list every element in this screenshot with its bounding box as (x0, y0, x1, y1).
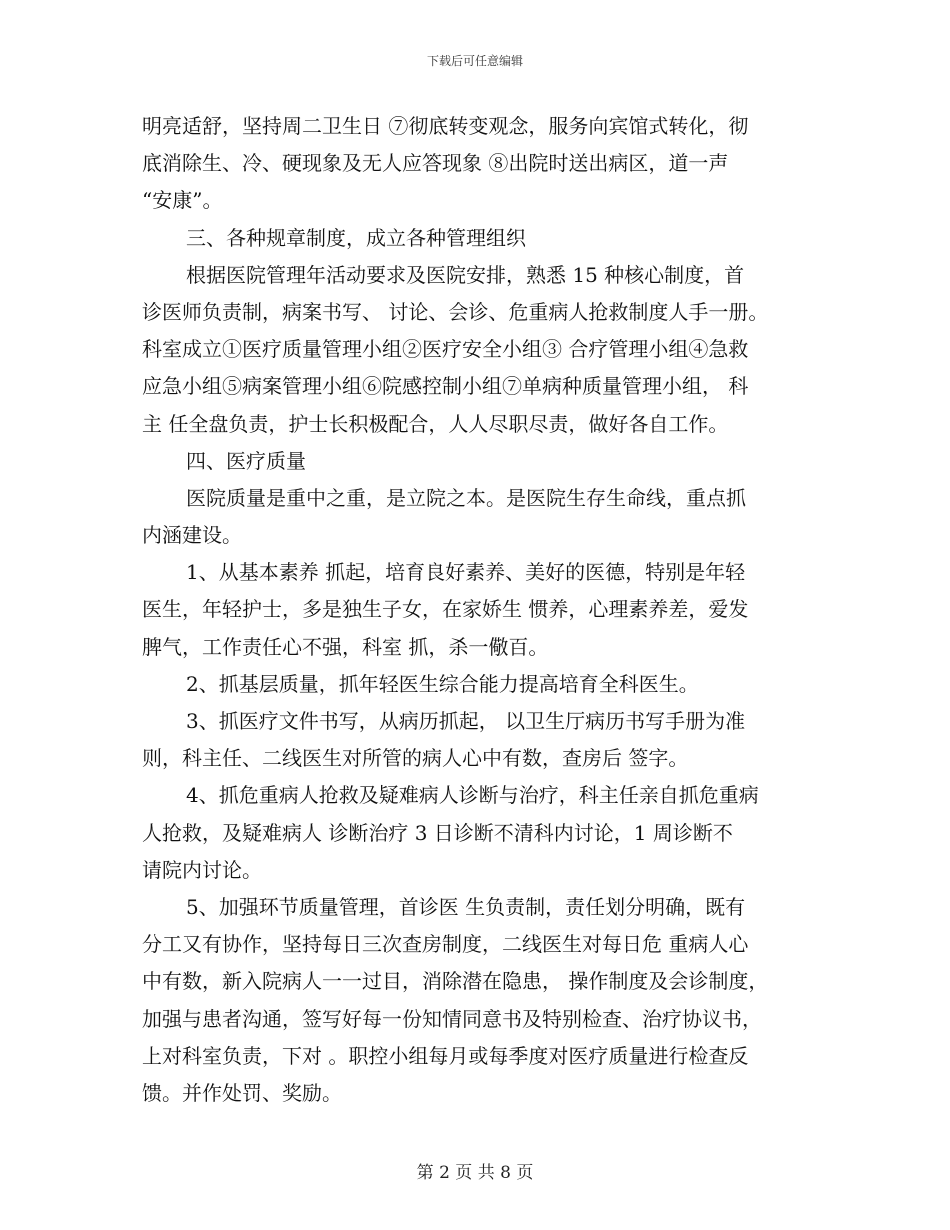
paragraph-line: 加强与患者沟通，签写好每一份知情同意书及特别检查、治疗协议书， (142, 1006, 762, 1031)
paragraph-line: 医生，年轻护士，多是独生子女，在家娇生 惯养，心理素养差，爱发 (142, 597, 749, 622)
paragraph-line: 馈。并作处罚、奖励。 (142, 1080, 342, 1105)
section-heading: 四、医疗质量 (186, 448, 306, 473)
paragraph-line: 则，科主任、二线医生对所管的病人心中有数，查房后 签字。 (142, 746, 689, 771)
paragraph-line: 人抢救，及疑难病人 诊断治疗 3 日诊断不清科内讨论，1 周诊断不 (142, 820, 733, 845)
page-number: 第 2 页 共 8 页 (416, 1163, 534, 1183)
paragraph-line: 医院质量是重中之重，是立院之本。是医院生存生命线，重点抓 (186, 485, 746, 510)
paragraph-line: 明亮适舒，坚持周二卫生日 ⑦彻底转变观念，服务向宾馆式转化，彻 (142, 114, 749, 138)
paragraph-line: 中有数，新入院病人一一过目，消除潜在隐患， 操作制度及会诊制度， (142, 969, 769, 994)
paragraph-line: 应急小组⑤病案管理小组⑥院感控制小组⑦单病种质量管理小组， 科 (142, 374, 749, 399)
paragraph-line: 脾气，工作责任心不强，科室 抓，杀一儆百。 (142, 634, 549, 659)
paragraph-line: 根据医院管理年活动要求及医院安排，熟悉 15 种核心制度，首 (186, 262, 745, 287)
paragraph-line: 底消除生、冷、硬现象及无人应答现象 ⑧出院时送出病区，道一声 (142, 151, 729, 176)
paragraph-line: 1、从基本素养 抓起，培育良好素养、美好的医德，特别是年轻 (186, 560, 746, 585)
paragraph-line: 科室成立①医疗质量管理小组②医疗安全小组③ 合疗管理小组④急救 (142, 337, 749, 362)
paragraph-line: 2、抓基层质量，抓年轻医生综合能力提高培育全科医生。 (186, 671, 699, 696)
paragraph-line: 分工又有协作，坚持每日三次查房制度，二线医生对每日危 重病人心 (142, 932, 749, 957)
paragraph-line: 内涵建设。 (142, 523, 242, 548)
paragraph-line: “安康”。 (142, 188, 223, 213)
paragraph-line: 主 任全盘负责，护士长积极配合，人人尽职尽责，做好各自工作。 (142, 411, 729, 436)
paragraph-line: 3、抓医疗文件书写，从病历抓起， 以卫生厅病历书写手册为准 (186, 709, 746, 733)
paragraph-line: 请院内讨论。 (142, 857, 262, 882)
paragraph-line: 诊医师负责制，病案书写、 讨论、会诊、危重病人抢救制度人手一册。 (142, 299, 769, 324)
paragraph-line: 5、加强环节质量管理，首诊医 生负责制，责任划分明确，既有 (186, 894, 746, 919)
section-heading: 三、各种规章制度，成立各种管理组织 (186, 225, 526, 250)
document-body (142, 108, 832, 1112)
page-header: 下载后可任意编辑 (426, 54, 523, 68)
paragraph-line: 上对科室负责，下对 。职控小组每月或每季度对医疗质量进行检查反 (142, 1043, 749, 1068)
paragraph-line: 4、抓危重病人抢救及疑难病人诊断与治疗，科主任亲自抓危重病 (186, 783, 759, 808)
